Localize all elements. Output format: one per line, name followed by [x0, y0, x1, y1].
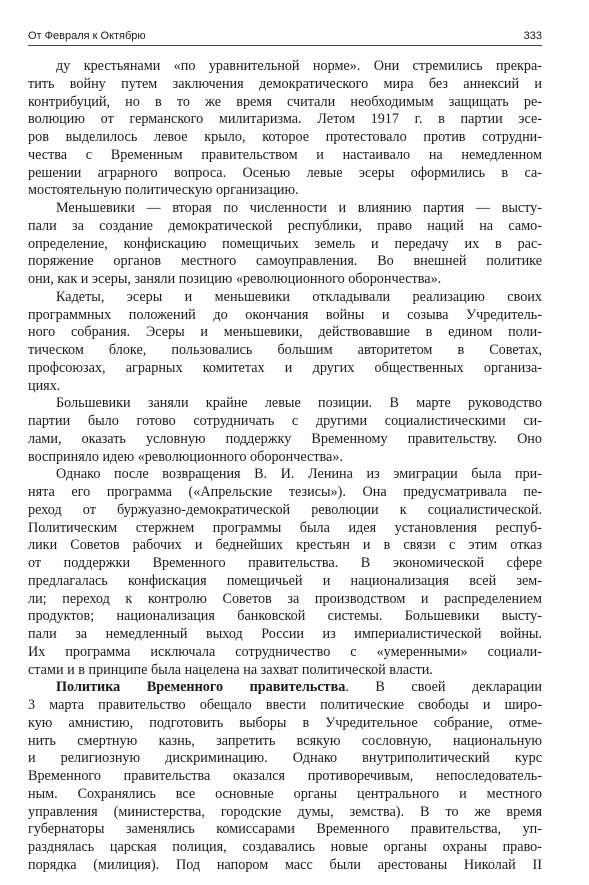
text-line: мостоятельную политическую организацию.: [28, 182, 299, 199]
text-line: ли; переход к контролю Советов за производством и распределением: [28, 590, 542, 607]
text-line: контрибуций, но в то же время считали необходимым защищать ре-: [28, 93, 542, 110]
text-line: реход от буржуазно-демократической революции к социалистической.: [28, 501, 542, 518]
text-line: кую амнистию, подготовить выборы в Учредительное собрание, отме-: [28, 714, 542, 731]
text-line: 3 марта правительство обещало ввести политические свободы и широ-: [28, 697, 542, 713]
body-text: [28, 58, 542, 875]
text-line: стами и в принципе была нацелена на захват политической власти.: [28, 661, 433, 678]
text-line: они, как и эсеры, заняли позицию «революционного оборончества».: [28, 271, 442, 287]
text-line: нята его программа («Апрельские тезисы»). Она предусматривала пе-: [28, 484, 542, 500]
text-line: ду крестьянами «по уравнительной норме». Они стремились прекра-: [56, 58, 542, 74]
text-line: ров выделилось левое крыло, которое протестовало против сотрудни-: [28, 129, 542, 145]
text-line: губернаторы заменялись комиссарами Временного правительства, уп-: [28, 821, 542, 838]
heading-continuation: . В своей декларации: [345, 679, 542, 696]
text-line: разднялась царская полиция, создавались новые органы охраны право-: [28, 839, 542, 855]
text-line: определение, конфискацию помещичьих земель и передачу их в рас-: [28, 235, 542, 252]
text-line: тическом блоке, пользовались большим авторитетом в Советах,: [28, 342, 542, 358]
text-line: Большевики заняли крайне левые позиции. В марте руководство: [56, 395, 542, 412]
text-line: программных положений до окончания войны и созыва Учредитель-: [28, 306, 542, 323]
text-line: чества с Временным правительством и настаивало на немедленном: [28, 146, 542, 163]
text-line: нить смертную казнь, запретить всякую сословную, национальную: [28, 732, 542, 749]
chapter-title: От Февраля к Октябрю: [28, 30, 146, 42]
text-line: восприняло идею «революционного оборончества».: [28, 448, 343, 465]
text-line: пали за немедленный выход России из империалистической войны.: [28, 626, 542, 642]
running-head: [28, 27, 542, 46]
text-line: партии было готово сотрудничать с другими социалистическими си-: [28, 413, 542, 429]
text-line: пали за создание демократической республики, право наций на само-: [28, 217, 542, 234]
text-line: предлагалась конфискация помещичьей и национализация всей зем-: [28, 572, 542, 589]
text-line: Их программа исключала сотрудничество с «умеренными» социали-: [28, 643, 542, 660]
text-line: циях.: [28, 377, 61, 394]
text-line: тить войну путем заключения демократического мира без аннексий и: [28, 75, 542, 92]
text-line: Временного правительства оказался противоречивым, непоследователь-: [28, 768, 542, 784]
text-line: ного собрания. Эсеры и меньшевики, действовавшие в едином поли-: [28, 324, 542, 341]
text-line: поряжение органов местного самоуправления. Во внешней политике: [28, 253, 542, 270]
paragraph-1: [28, 58, 542, 200]
paragraph-5: [28, 466, 542, 679]
text-line: Меньшевики — вторая по численности и влиянию партия — высту-: [56, 200, 542, 216]
text-line: Кадеты, эсеры и меньшевики откладывали реализацию своих: [56, 288, 542, 305]
text-line: порядка (милиция). Под напором масс были арестованы Николай II: [28, 856, 542, 873]
text-line: и религиозную дискриминацию. Однако внутриполитический курс: [28, 750, 542, 767]
text-line: волюцию от германского милитаризма. Летом 1917 г. в партии эсе-: [28, 111, 542, 128]
text-line: управления (министерства, городские думы, земства). В то же время: [28, 803, 542, 820]
text-line: продуктов; национализация банковской системы. Большевики высту-: [28, 608, 542, 625]
paragraph-3: [28, 289, 542, 396]
text-line: Однако после возвращения В. И. Ленина из эмиграции была при-: [56, 466, 542, 483]
text-line: [28, 679, 542, 697]
text-line: решении аграрного вопроса. Осенью левые эсеры оформились в са-: [28, 164, 542, 181]
text-line: профсоюзах, аграрных комитетах и других общественных организа-: [28, 359, 542, 376]
page-number: 333: [523, 30, 542, 42]
paragraph-4: [28, 395, 542, 466]
section-heading: Политика Временного правительства: [56, 679, 346, 696]
text-line: Политическим стержнем программы была идея установления респуб-: [28, 519, 542, 536]
paragraph-6: [28, 679, 542, 874]
text-line: от поддержки Временного правительства. В экономической сфере: [28, 555, 542, 571]
paragraph-2: [28, 200, 542, 289]
text-line: лики Советов рабочих и беднейших крестьян и в связи с этим отказ: [28, 537, 542, 554]
text-line: лами, оказать условную поддержку Временному правительству. Оно: [28, 430, 542, 447]
text-line: ным. Сохранялись все основные органы центрального и местного: [28, 785, 542, 802]
